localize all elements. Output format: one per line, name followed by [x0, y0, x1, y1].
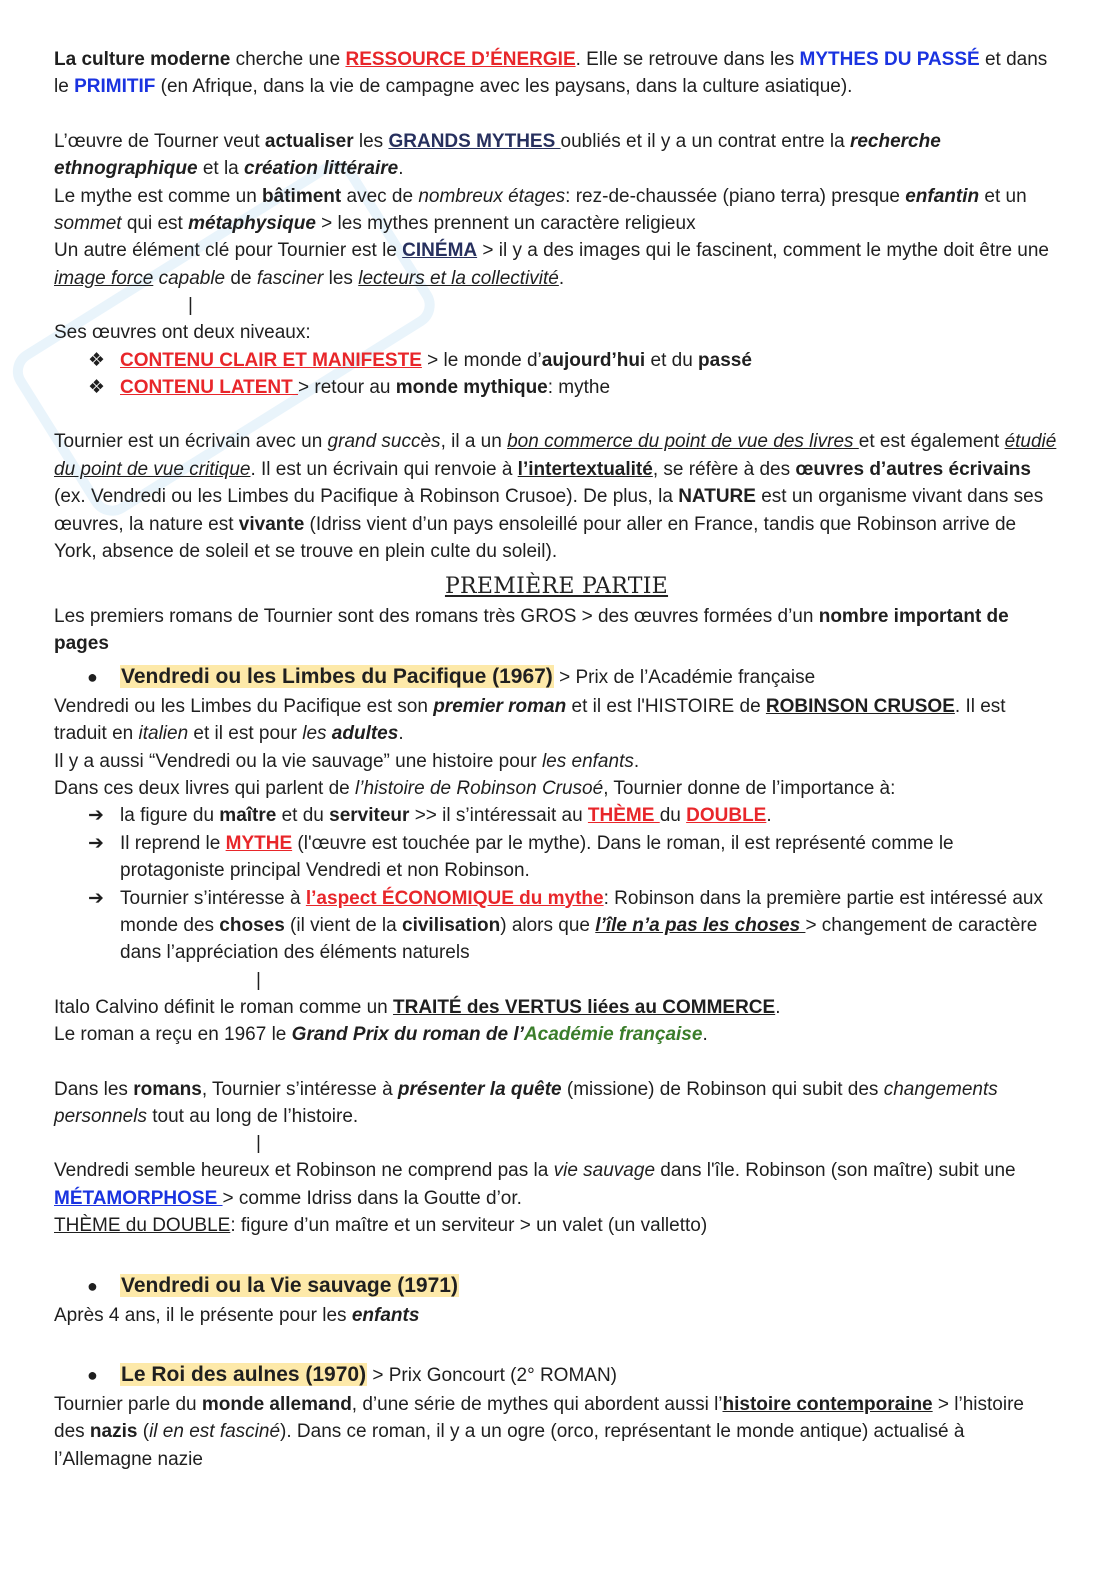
importance-list — [54, 802, 1059, 966]
keyword-ressource-energie: RESSOURCE D’ÉNERGIE — [345, 49, 576, 70]
list-item: ➔ Tournier s’intéresse à l’aspect ÉCONOMIQUE du mythe: Robinson dans la première partie est intéressé aux monde des choses (il vient de la civilisation) alors que l’île n’a pas les choses > changement de caractère dans l’appréciation des éléments naturels — [54, 885, 1059, 967]
arrow-bullet-icon: ➔ — [88, 832, 104, 854]
arrow-bullet-icon: ➔ — [88, 805, 104, 827]
paragraph-grands-mythes: L’œuvre de Tourner veut actualiser les GRANDS MYTHES oubliés et il y a un contrat entre la recherche ethnographique et la création littéraire. — [54, 130, 941, 180]
paragraph-enfants: Après 4 ans, il le présente pour les enfants — [54, 1304, 420, 1326]
list-item: ❖ CONTENU CLAIR ET MANIFESTE > le monde d’aujourd’hui et du passé — [54, 347, 1059, 374]
document-page — [54, 46, 1059, 1473]
diamond-bullet-icon: ❖ — [88, 349, 106, 371]
spacer — [54, 1049, 1059, 1076]
book-item-vie-sauvage: ● Vendredi ou la Vie sauvage (1971) — [54, 1271, 1059, 1302]
book-list — [54, 1360, 1059, 1391]
book-item-roi-des-aulnes: ● Le Roi des aulnes (1970) > Prix Goncourt (2° ROMAN) — [54, 1360, 1059, 1391]
paragraph-monde-allemand: Tournier parle du monde allemand, d’une série de mythes qui abordent aussi l’histoire contemporaine > l’histoire des nazis (il en est fasciné). Dans ce roman, il y a un ogre (orco, représentant le monde antique) actualisé à l’Allemagne nazie — [54, 1394, 1024, 1470]
keyword-grands-mythes: GRANDS MYTHES — [388, 130, 561, 152]
paragraph-vie-sauvage: Il y a aussi “Vendredi ou la vie sauvage” une histoire pour les enfants. — [54, 750, 640, 772]
paragraph-deux-niveaux: Ses œuvres ont deux niveaux: — [54, 322, 311, 344]
section-heading: PREMIÈRE PARTIE — [444, 573, 669, 599]
paragraph-premiers-romans: Les premiers romans de Tournier sont des romans très GROS > des œuvres formées d’un nombre important de pages — [54, 605, 1009, 655]
paragraph-grand-prix: Le roman a reçu en 1967 le Grand Prix du roman de l’Académie française. — [54, 1024, 708, 1046]
diamond-bullet-icon: ❖ — [88, 377, 106, 399]
spacer — [54, 1240, 1059, 1267]
spacer — [54, 1329, 1059, 1356]
paragraph-deux-livres: Dans ces deux livres qui parlent de l’histoire de Robinson Crusoé, Tournier donne de l’importance à: — [54, 777, 896, 799]
keyword-mythes-du-passe: MYTHES DU PASSÉ — [799, 49, 980, 70]
dot-bullet-icon: ● — [87, 1275, 98, 1296]
paragraph-theme-double: THÈME du DOUBLE: figure d’un maître et un serviteur > un valet (un valletto) — [54, 1215, 708, 1237]
spacer — [54, 401, 1059, 428]
keyword-primitif: PRIMITIF — [74, 76, 156, 98]
keyword-cinema: CINÉMA — [402, 240, 478, 262]
dot-bullet-icon: ● — [87, 1365, 98, 1386]
vertical-bar: | — [256, 969, 261, 991]
paragraph-premier-roman: Vendredi ou les Limbes du Pacifique est son premier roman et il est l'HISTOIRE de ROBINSON CRUSOE. Il est traduit en italien et il est pour les adultes. — [54, 695, 1006, 745]
paragraph-batiment: Le mythe est comme un bâtiment avec de nombreux étages: rez-de-chaussée (piano terra) presque enfantin et un sommet qui est métaphysique > les mythes prennent un caractère religieux — [54, 185, 1027, 235]
levels-list — [54, 347, 1059, 402]
book-list — [54, 662, 1059, 693]
paragraph-quete: Dans les romans, Tournier s’intéresse à présenter la quête (missione) de Robinson qui subit des changements personnels tout au long de l’histoire. — [54, 1078, 998, 1127]
spacer — [54, 101, 1059, 128]
book-item-vendredi-limbes: ● Vendredi ou les Limbes du Pacifique (1967) > Prix de l’Académie française — [54, 662, 1059, 693]
list-item: ❖ CONTENU LATENT > retour au monde mythique: mythe — [54, 374, 1059, 401]
arrow-bullet-icon: ➔ — [88, 887, 104, 909]
vertical-bar: | — [188, 295, 193, 317]
vertical-bar: | — [256, 1133, 261, 1155]
paragraph-calvino: Italo Calvino définit le roman comme un TRAITÉ des VERTUS liées au COMMERCE. — [54, 996, 781, 1018]
paragraph-succes: Tournier est un écrivain avec un grand succès, il a un bon commerce du point de vue des livres et est également étudié du point de vue critique. Il est un écrivain qui renvoie à l’intertextualité, se réfère à des œuvres d’autres écrivains (ex. Vendredi ou les Limbes du Pacifique à Robinson Crusoe). De plus, la NATURE est un organisme vivant dans ses œuvres, la nature est vivante (Idriss vient d’un pays ensoleillé pour aller en France, tandis que Robinson arrive de York, absence de soleil et se trouve en plein culte du soleil). — [54, 431, 1057, 563]
paragraph-metamorphose: Vendredi semble heureux et Robinson ne comprend pas la vie sauvage dans l'île. Robinson (son maître) subit une MÉTAMORPHOSE > comme Idriss dans la Goutte d’or. — [54, 1160, 1016, 1209]
book-list — [54, 1271, 1059, 1302]
dot-bullet-icon: ● — [87, 666, 98, 687]
paragraph-modern-culture: La culture moderne cherche une RESSOURCE D’ÉNERGIE. Elle se retrouve dans les MYTHES DU PASSÉ et dans le PRIMITIF (en Afrique, dans la vie de campagne avec les paysans, dans la culture asiatique). — [54, 49, 1048, 98]
paragraph-cinema: Un autre élément clé pour Tournier est le CINÉMA > il y a des images qui le fascinent, comment le mythe doit être une image force capable de fasciner les lecteurs et la collectivité. — [54, 240, 1049, 289]
list-item: ➔ la figure du maître et du serviteur >> il s’intéressait au THÈME du DOUBLE. — [54, 802, 1059, 829]
list-item: ➔ Il reprend le MYTHE (l'œuvre est touchée par le mythe). Dans le roman, il est représenté comme le protagoniste principal Vendredi et non Robinson. — [54, 830, 1059, 885]
